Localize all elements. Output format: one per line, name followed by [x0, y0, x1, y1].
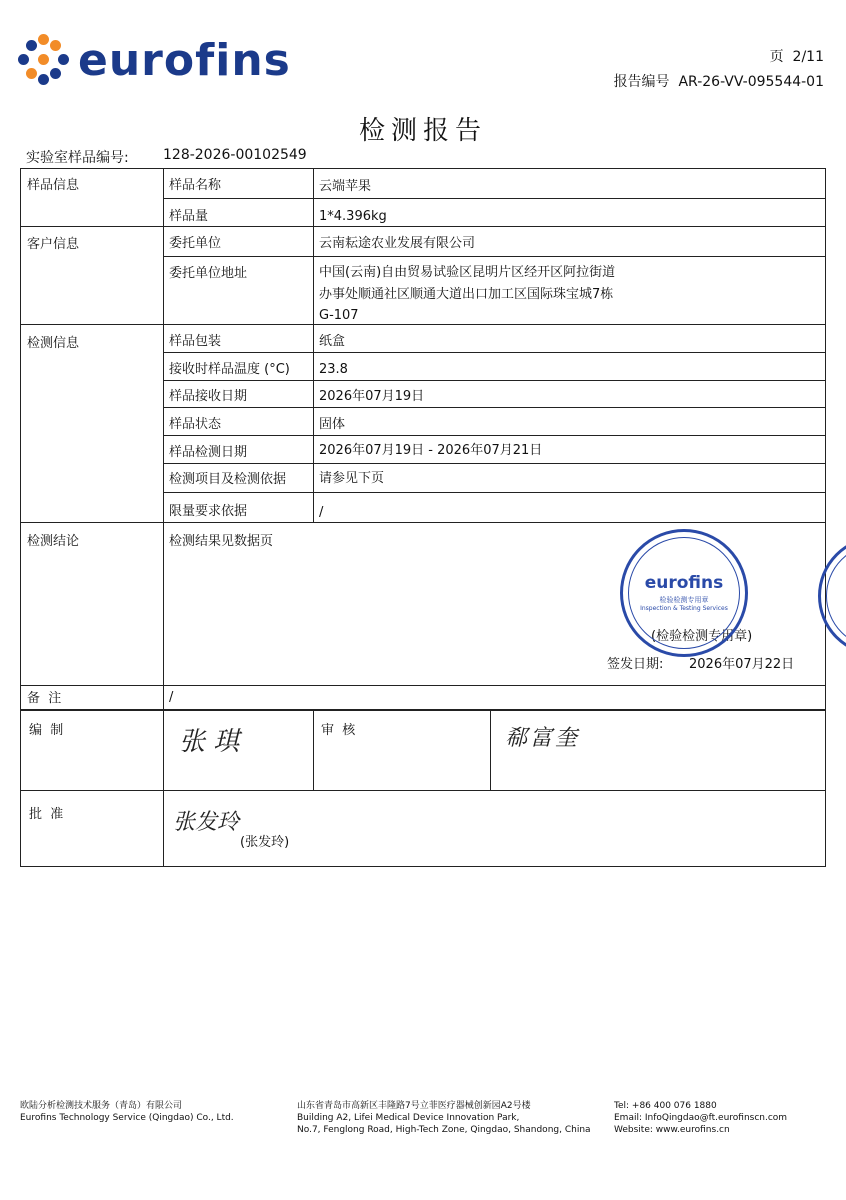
- compile-signature: 张 琪: [179, 727, 240, 757]
- approve-signature: 张发玲: [173, 810, 240, 835]
- value-client-address-l3: G-107: [319, 308, 359, 323]
- value-client-address-l1: 中国(云南)自由贸易试验区昆明片区经开区阿拉街道: [319, 265, 616, 280]
- conclusion-text: 检测结果见数据页: [169, 534, 274, 549]
- value-test-items: 请参见下页: [319, 471, 385, 486]
- value-limits: /: [319, 505, 324, 520]
- approver-name: (张发玲): [240, 835, 290, 850]
- remark-value: /: [169, 690, 174, 705]
- review-signature: 郗富奎: [505, 726, 581, 751]
- section-client-info: 客户信息: [27, 237, 80, 252]
- footer-company: 欧陆分析检测技术服务（青岛）有限公司 Eurofins Technology Service (Qingdao) Co., Ltd.: [20, 1101, 234, 1123]
- review-label: 审 核: [321, 723, 356, 738]
- label-temperature: 接收时样品温度 (°C): [169, 362, 290, 377]
- footer-address: 山东省青岛市高新区丰隆路7号立菲医疗器械创新园A2号楼 Building A2, Lifei Medical Device Innovation Park, No.7, Fenglong Road, High-Tech Zone, Qingdao, Shandong, China: [297, 1101, 591, 1135]
- label-client-address: 委托单位地址: [169, 266, 248, 281]
- page-number: 页 2/11: [769, 49, 824, 65]
- company-logo: [18, 34, 291, 86]
- label-limits: 限量要求依据: [169, 504, 248, 519]
- label-receive-date: 样品接收日期: [169, 389, 248, 404]
- section-test-info: 检测信息: [27, 336, 80, 351]
- approve-label: 批 准: [29, 807, 64, 822]
- label-packaging: 样品包装: [169, 334, 222, 349]
- value-sample-qty: 1*4.396kg: [319, 209, 387, 224]
- value-client-address-l2: 办事处顺通社区顺通大道出口加工区国际珠宝城7栋: [319, 287, 614, 302]
- footer-contact: Tel: +86 400 076 1880 Email: InfoQingdao@ft.eurofinscn.com Website: www.eurofins.cn: [614, 1101, 788, 1135]
- label-sample-qty: 样品量: [169, 209, 209, 224]
- logo-text: eurofins: [78, 34, 291, 86]
- section-remark: 备 注: [27, 691, 62, 706]
- value-packaging: 纸盒: [319, 334, 346, 349]
- page-title: 检测报告: [358, 116, 487, 146]
- value-sample-state: 固体: [319, 417, 346, 432]
- value-test-date: 2026年07月19日 - 2026年07月21日: [319, 443, 543, 458]
- report-number: 报告编号 AR-26-VV-095544-01: [613, 74, 824, 90]
- stamp-sub-cn: 检验检测专用章: [659, 596, 709, 604]
- label-client: 委托单位: [169, 236, 222, 251]
- value-client: 云南耘途农业发展有限公司: [319, 236, 476, 251]
- label-test-date: 样品检测日期: [169, 445, 248, 460]
- inspection-stamp: [620, 529, 748, 657]
- value-receive-date: 2026年07月19日: [319, 389, 425, 404]
- compile-label: 编 制: [29, 723, 64, 738]
- logo-dots-icon: [18, 34, 70, 86]
- stamp-note: (检验检测专用章): [651, 629, 753, 644]
- report-table: [20, 168, 826, 867]
- label-sample-state: 样品状态: [169, 417, 222, 432]
- partial-stamp-icon: [818, 536, 846, 656]
- issue-date: 2026年07月22日: [689, 657, 795, 672]
- label-test-items: 检测项目及检测依据: [169, 472, 287, 487]
- lab-sample-number: 实验室样品编号: 128-2026-00102549: [26, 147, 307, 166]
- label-sample-name: 样品名称: [169, 178, 222, 193]
- value-temperature: 23.8: [319, 362, 348, 377]
- value-sample-name: 云端苹果: [319, 179, 372, 194]
- section-sample-info: 样品信息: [27, 178, 80, 193]
- issue-date-label: 签发日期:: [607, 657, 664, 672]
- stamp-brand: eurofins: [644, 573, 724, 593]
- stamp-sub-en: Inspection & Testing Services: [640, 605, 728, 612]
- section-conclusion: 检测结论: [27, 534, 80, 549]
